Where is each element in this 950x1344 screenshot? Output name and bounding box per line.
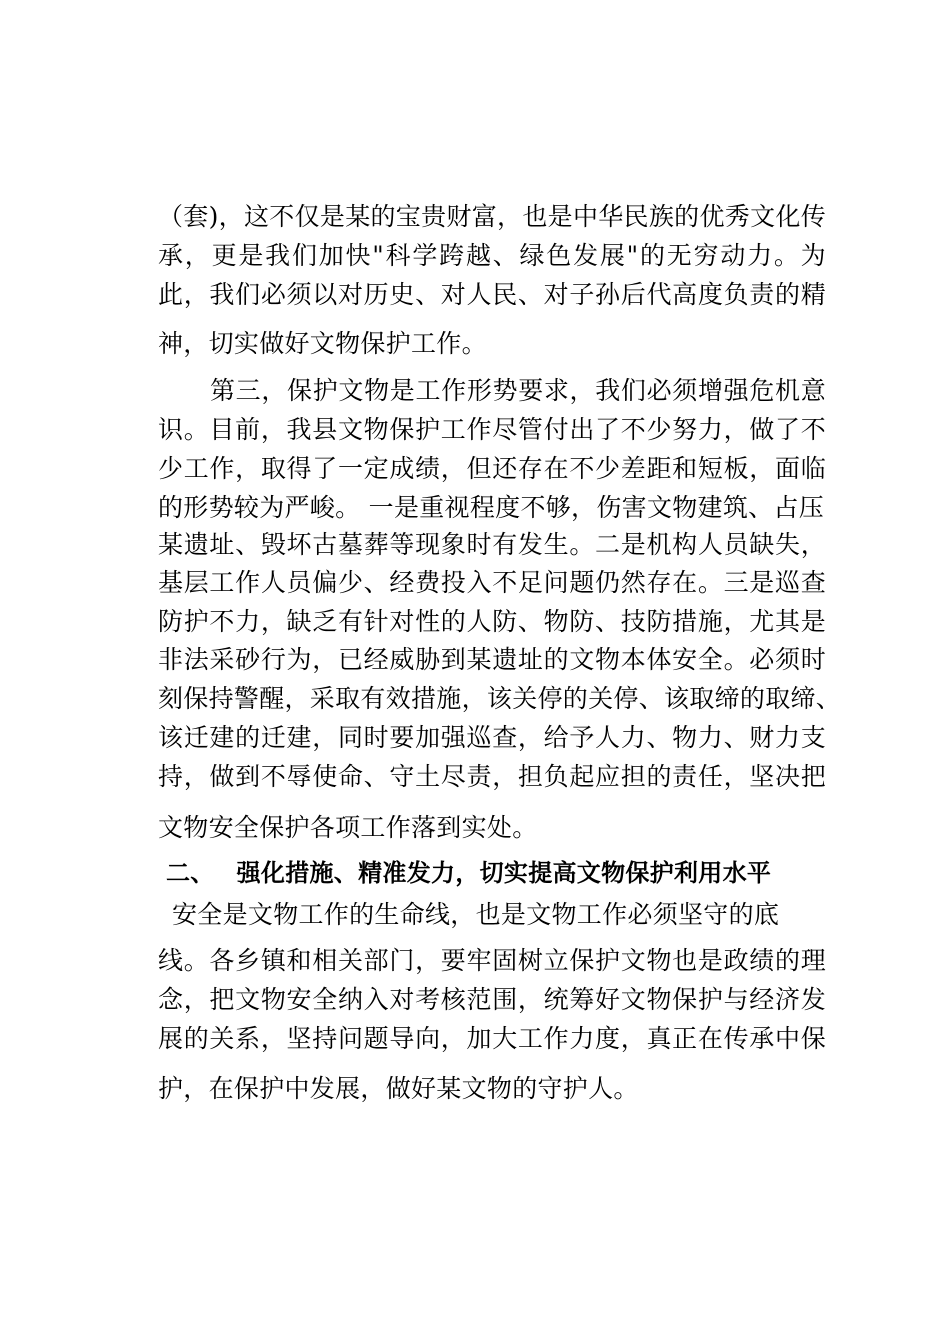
paragraph-2-line-4: 的形势较为严峻。 一是重视程度不够，伤害文物建筑、占压 (158, 493, 825, 522)
paragraph-3-line-4: 展的关系，坚持问题导向，加大工作力度，真正在传承中保 (158, 1024, 826, 1053)
paragraph-2-line-2: 识。目前，我县文物保护工作尽管付出了不少努力，做了不 (158, 415, 826, 444)
section-heading-number: 二、 (166, 859, 215, 887)
section-heading (166, 856, 826, 890)
paragraph-2-line-9: 刻保持警醒，采取有效措施，该关停的关停、该取缔的取缔、 (158, 684, 842, 713)
paragraph-1-line-3: 此，我们必须以对历史、对人民、对子孙后代高度负责的精 (158, 280, 826, 309)
section-heading-title: 强化措施、精准发力，切实提高文物保护利用水平 (236, 859, 772, 887)
paragraph-2-line-8: 非法采砂行为，已经威胁到某遗址的文物本体安全。必须时 (158, 645, 826, 674)
paragraph-2-line-7: 防护不力，缺乏有针对性的人防、物防、技防措施，尤其是 (158, 607, 826, 636)
paragraph-3-line-3: 念，把文物安全纳入对考核范围，统筹好文物保护与经济发 (158, 985, 826, 1014)
paragraph-1-line-1: （套)，这不仅是某的宝贵财富，也是中华民族的优秀文化传 (158, 202, 826, 231)
paragraph-2-line-11: 持，做到不辱使命、守土尽责，担负起应担的责任，坚决把 (158, 762, 826, 791)
paragraph-2-line-5: 某遗址、毁坏古墓葬等现象时有发生。二是机构人员缺失， (158, 530, 826, 559)
paragraph-1-line-2: 承，更是我们加快"科学跨越、绿色发展"的无穷动力。为 (158, 241, 826, 270)
paragraph-2-line-10: 该迁建的迁建，同时要加强巡查，给予人力、物力、财力支 (158, 723, 826, 752)
paragraph-2-line-6: 基层工作人员偏少、经费投入不足问题仍然存在。三是巡查 (158, 568, 826, 597)
paragraph-3-line-5: 护，在保护中发展，做好某文物的守护人。 (158, 1074, 639, 1103)
paragraph-2-line-1: 第三，保护文物是工作形势要求，我们必须增强危机意 (210, 376, 826, 405)
paragraph-1-line-4: 神，切实做好文物保护工作。 (158, 329, 487, 358)
paragraph-2-line-12: 文物安全保护各项工作落到实处。 (158, 813, 538, 842)
paragraph-2-line-3: 少工作，取得了一定成绩，但还存在不少差距和短板，面临 (158, 454, 826, 483)
paragraph-3-line-2: 线。各乡镇和相关部门，要牢固树立保护文物也是政绩的理 (158, 946, 826, 975)
paragraph-3-line-1: 安全是文物工作的生命线，也是文物工作必须坚守的底 (172, 900, 780, 929)
